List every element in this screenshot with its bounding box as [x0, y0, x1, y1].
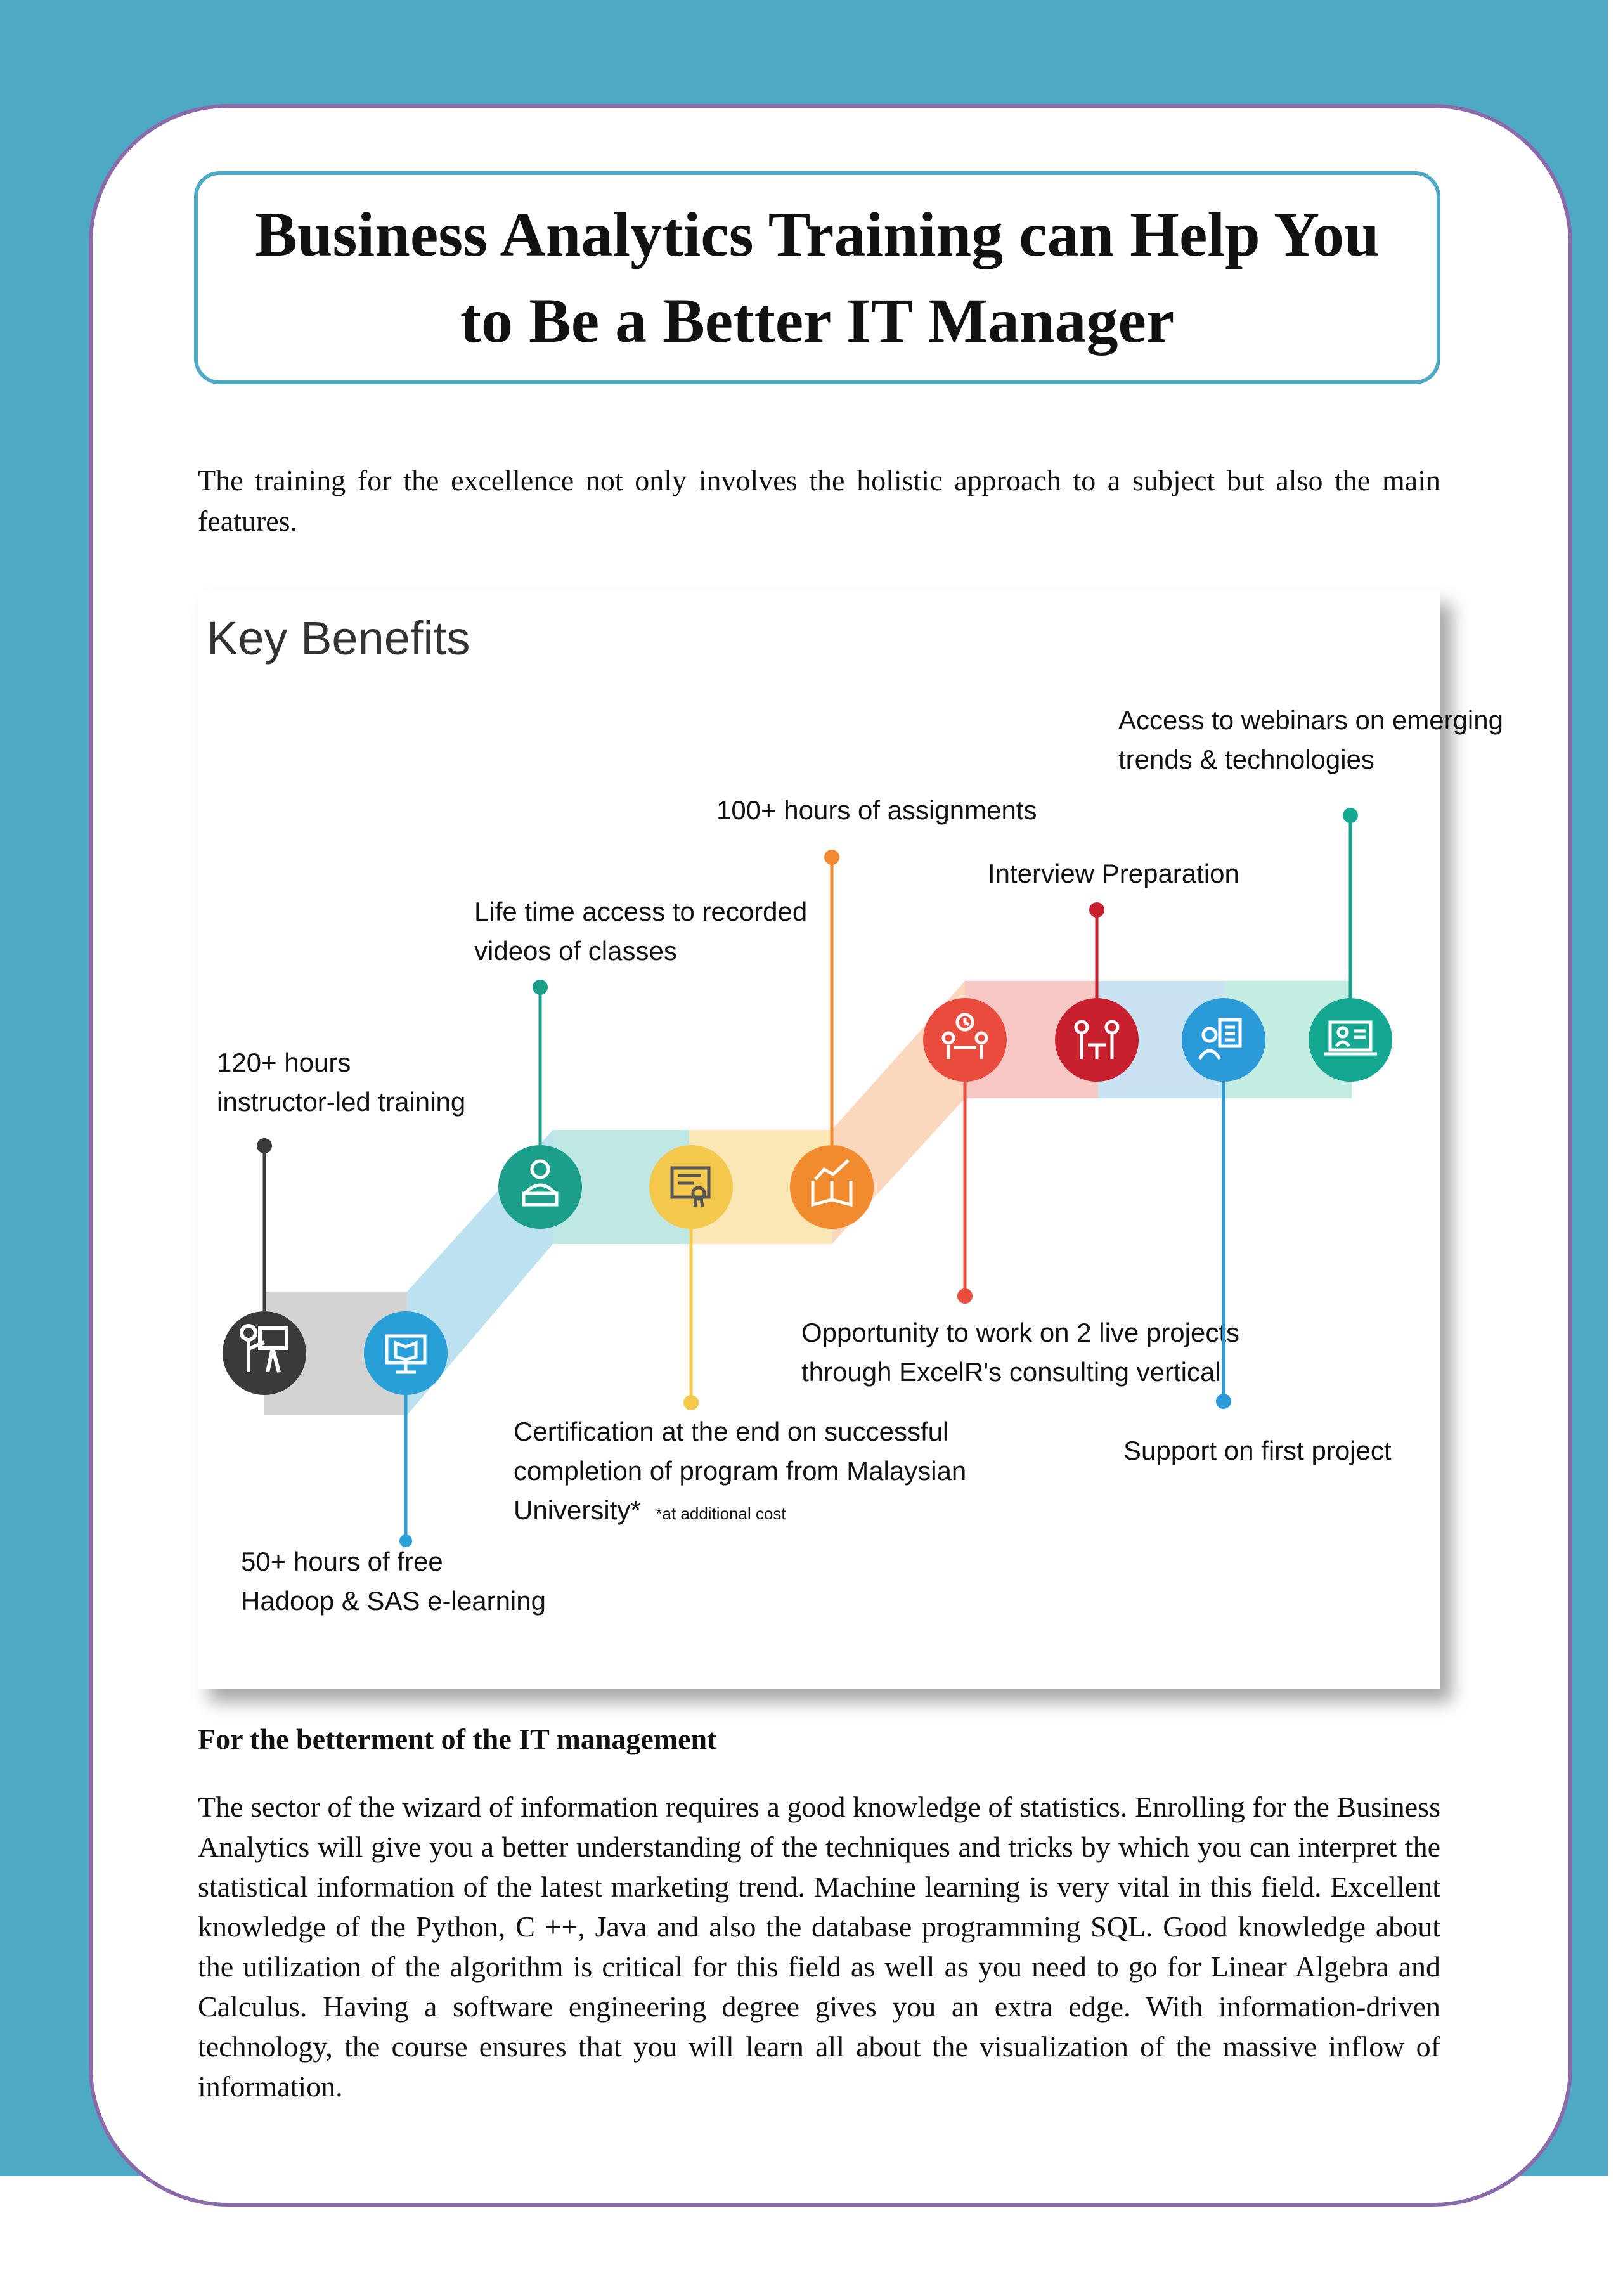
svg-text:Support on first project	[1123, 1436, 1392, 1465]
svg-text:100+ hours of assignments	[716, 795, 1037, 825]
svg-text:50+ hours of free Hado	[241, 1547, 546, 1616]
section-subheading: For the betterment of the IT management	[198, 1723, 717, 1755]
benefit-label-line: completion of program from Malaysian	[514, 1456, 967, 1486]
benefit-label-line: trends & technologies	[1118, 744, 1374, 774]
benefit-label-line: 120+ hours	[217, 1047, 351, 1077]
additional-cost-note: *at additional cost	[656, 1504, 786, 1523]
svg-text:120+ hours instructor-	[217, 1047, 465, 1117]
benefit-label-line: University*	[514, 1495, 641, 1525]
key-benefits-heading: Key Benefits	[207, 612, 470, 665]
benefit-label-line: Interview Preparation	[988, 859, 1239, 888]
benefit-label-line: Life time access to recorded	[474, 897, 808, 926]
key-benefits-infographic	[198, 591, 1503, 1689]
benefit-label-line: Access to webinars on emerging	[1118, 705, 1503, 735]
benefit-label-line: 100+ hours of assignments	[716, 795, 1037, 825]
benefit-label-line: instructor-led training	[217, 1087, 466, 1117]
benefit-label-line: Support on first project	[1123, 1436, 1392, 1465]
page-title	[255, 191, 1380, 364]
title-line-2: to Be a Better IT Manager	[460, 285, 1175, 356]
benefit-label-line: Hadoop & SAS e-learning	[241, 1586, 546, 1616]
svg-text:Life time access to recorded	[474, 897, 815, 966]
title-line-1: Business Analytics Training can Help You	[255, 199, 1380, 269]
benefit-label-line: through ExcelR's consulting vertical	[801, 1357, 1221, 1387]
svg-text:Opportunity to work on 2 live	[801, 1318, 1247, 1387]
intro-paragraph: The training for the excellence not only involves the holistic approach to a subject but also the main features.	[198, 464, 1440, 537]
benefit-label-line: Certification at the end on successful	[514, 1417, 949, 1446]
svg-text:Certification at the end on su	[514, 1417, 974, 1525]
benefit-label-line: 50+ hours of free	[241, 1547, 443, 1576]
key-benefits-diagram	[198, 591, 1503, 1689]
benefit-label-line: videos of classes	[474, 936, 677, 966]
body-paragraph: The sector of the wizard of information requires a good knowledge of statistics. Enrolling for the Business Analytics will give you a better understanding of the techniques and tricks by which you can interpret the statistical information of the latest marketing trend. Machine learning is very vital in this field. Excellent knowledge of the Python, C ++, Java and also the database programming SQL. Good knowledge about the utilization of the algorithm is critical for this field as well as you need to go for Linear Algebra and Calculus. Having a software engineering degree gives you an extra edge. With information-driven technology, the course ensures that you will learn all about the visualization of the massive inflow of information.	[198, 1791, 1440, 2103]
svg-text:Interview Preparation	[988, 859, 1239, 888]
title-box	[194, 171, 1440, 384]
benefit-label-line: Opportunity to work on 2 live projects	[801, 1318, 1239, 1347]
